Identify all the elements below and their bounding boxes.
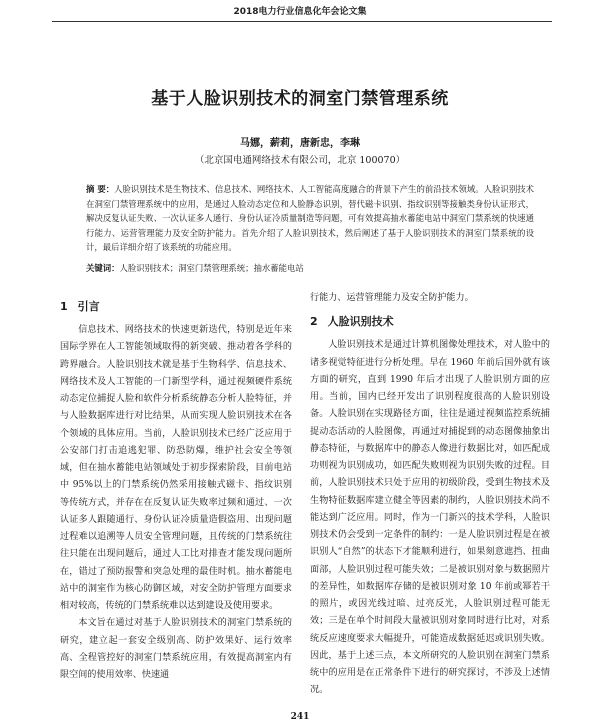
section-2-paragraph-1: 人脸识别技术是通过计算机图像处理技术，对人脸中的诸多视觉特征进行分析处理。早在 1960 年前后国外就有该方面的研究，直到 1990 年后才出现了人脸识别方面的应用。当前，国内已经开发出了识别程度很高的人脸识别设备。人脸识别在实现路径方面，往往是通过视频监控系统捕捉动态活动的人脸图像，再通过对捕捉到的动态图像抽象出静态特征，与数据库中的静态人像进行数据比对，如匹配成功则视为识别成功，如匹配失败则视为识别失败的过程。目前，人脸识别技术只处于应用的初级阶段，受到生物技术及生物特征数据库建立健全等因素的制约，人脸识别技术尚不能达到广泛应用。同时，作为一门新兴的技术学科，人脸识别技术仍会受到一定条件的制约：一是人脸识别过程是在被识别人“自然”的状态下才能顺利进行，如果刻意遮挡、扭曲面部，人脸识别过程可能失效；二是被识别对象与数据照片的差异性，如数据库存储的是被识别对象 10 年前或幂若干的照片，或因光线过暗、过亮反光，人脸识别过程可能无效；三是在单个时间段大量被识别对象同时进行比对，对系统反应速度要求大幅提升，可能造成数据延迟或识别失败。因此，基于上述三点，本文所研究的人脸识别在洞室门禁系统中的应用是在正常条件下进行的研究探讨，不涉及上述情况。 — [310, 340, 550, 696]
abstract-label: 摘 要： — [86, 184, 115, 194]
section-1-paragraph-2: 本文旨在通过对基于人脸识别技术的洞室门禁系统的研究，建立起一套安全级别高、防护效果好、运行效率高、全程管控好的洞室门禁系统应用，有效提高洞室内有限空间的使用效率、快速通 — [60, 618, 292, 680]
keywords-label: 关键词： — [86, 263, 120, 273]
header-rule — [52, 21, 552, 22]
right-column — [310, 290, 550, 700]
section-1-heading — [60, 298, 292, 316]
section-2-title: 人脸识别技术 — [327, 315, 394, 329]
abstract — [86, 182, 534, 255]
section-1-title: 引言 — [77, 300, 100, 313]
authors: 马娜，薪莉，唐新忠，李琳 — [240, 138, 360, 149]
abstract-text: 人脸识别技术是生物技术、信息技术、网络技术、人工智能高度融合的背景下产生的前沿技术领域。人脸识别技术在洞室门禁管理系统中的应用，是通过人脸动态定位和人脸静态识别，替代磁卡识别、指纹识别等接触类身份认证形式，解决反复认证失败、一次认证多人通行、身份认证冷质量制造等问题，可有效提高抽水蓄能电站中洞室门禁系统的快速通行能力、运营管理能力及安全防护能力。首先介绍了人脸识别技术，然后阐述了基于人脸识别技术的洞室门禁系统的设计，最后详细介绍了该系统的功能应用。 — [86, 184, 534, 253]
left-column — [60, 290, 292, 684]
keywords — [86, 261, 534, 275]
affiliation: （北京国电通网络技术有限公司，北京 100070） — [194, 155, 406, 166]
section-1-continuation: 行能力、运营管理能力及安全防护能力。 — [310, 293, 474, 303]
section-2-number: 2 — [310, 315, 318, 329]
keywords-text: 人脸识别技术；洞室门禁管理系统；抽水蓄能电站 — [119, 263, 304, 273]
section-1-number: 1 — [60, 300, 68, 313]
running-header: 2018电力行业信息化年会论文集 — [233, 7, 367, 17]
section-1-paragraph-1: 信息技术、网络技术的快速更新迭代，特别是近年来国际学界在人工智能领域取得的新突破、推动着各学科的跨界融合。人脸识别技术就是基于生物科学、信息技术、网络技术及人工智能的一门新型学科，通过视频硬件系统动态定位捕捉人脸和软件分析系统静态分析人脸特征，并与人脸数据库进行对比结果，从而实现人脸识别技术在各个领域的具体应用。当前，人脸识别技术已经广泛应用于公安部门打击追逃犯罪、防恐防爆，维护社会安全等领域，但在抽水蓄能电站领域处于初步探索阶段，目前电站中 95%以上的门禁系统仍然采用接触式磁卡、指纹识别等传统方式，并存在在反复认证失败率过频和通过、一次认证多人跟随通行、身份认证冷质量造假盗用、出现问题过程难以追溯等人员安全管理问题，且传统的门禁系统往往只能在出现问题后，通过人工比对排查才能发现问题所在，错过了预防报警和突急处理的最佳时机。抽水蓄能电站中的洞室作为核心防御区域，对安全防护管理方面要求相对较高，传统的门禁系统难以达到建设及使用要求。 — [60, 325, 292, 611]
page-number: 241 — [290, 712, 310, 722]
paper-title: 基于人脸识别技术的洞室门禁管理系统 — [151, 89, 449, 109]
section-2-heading — [310, 313, 550, 331]
